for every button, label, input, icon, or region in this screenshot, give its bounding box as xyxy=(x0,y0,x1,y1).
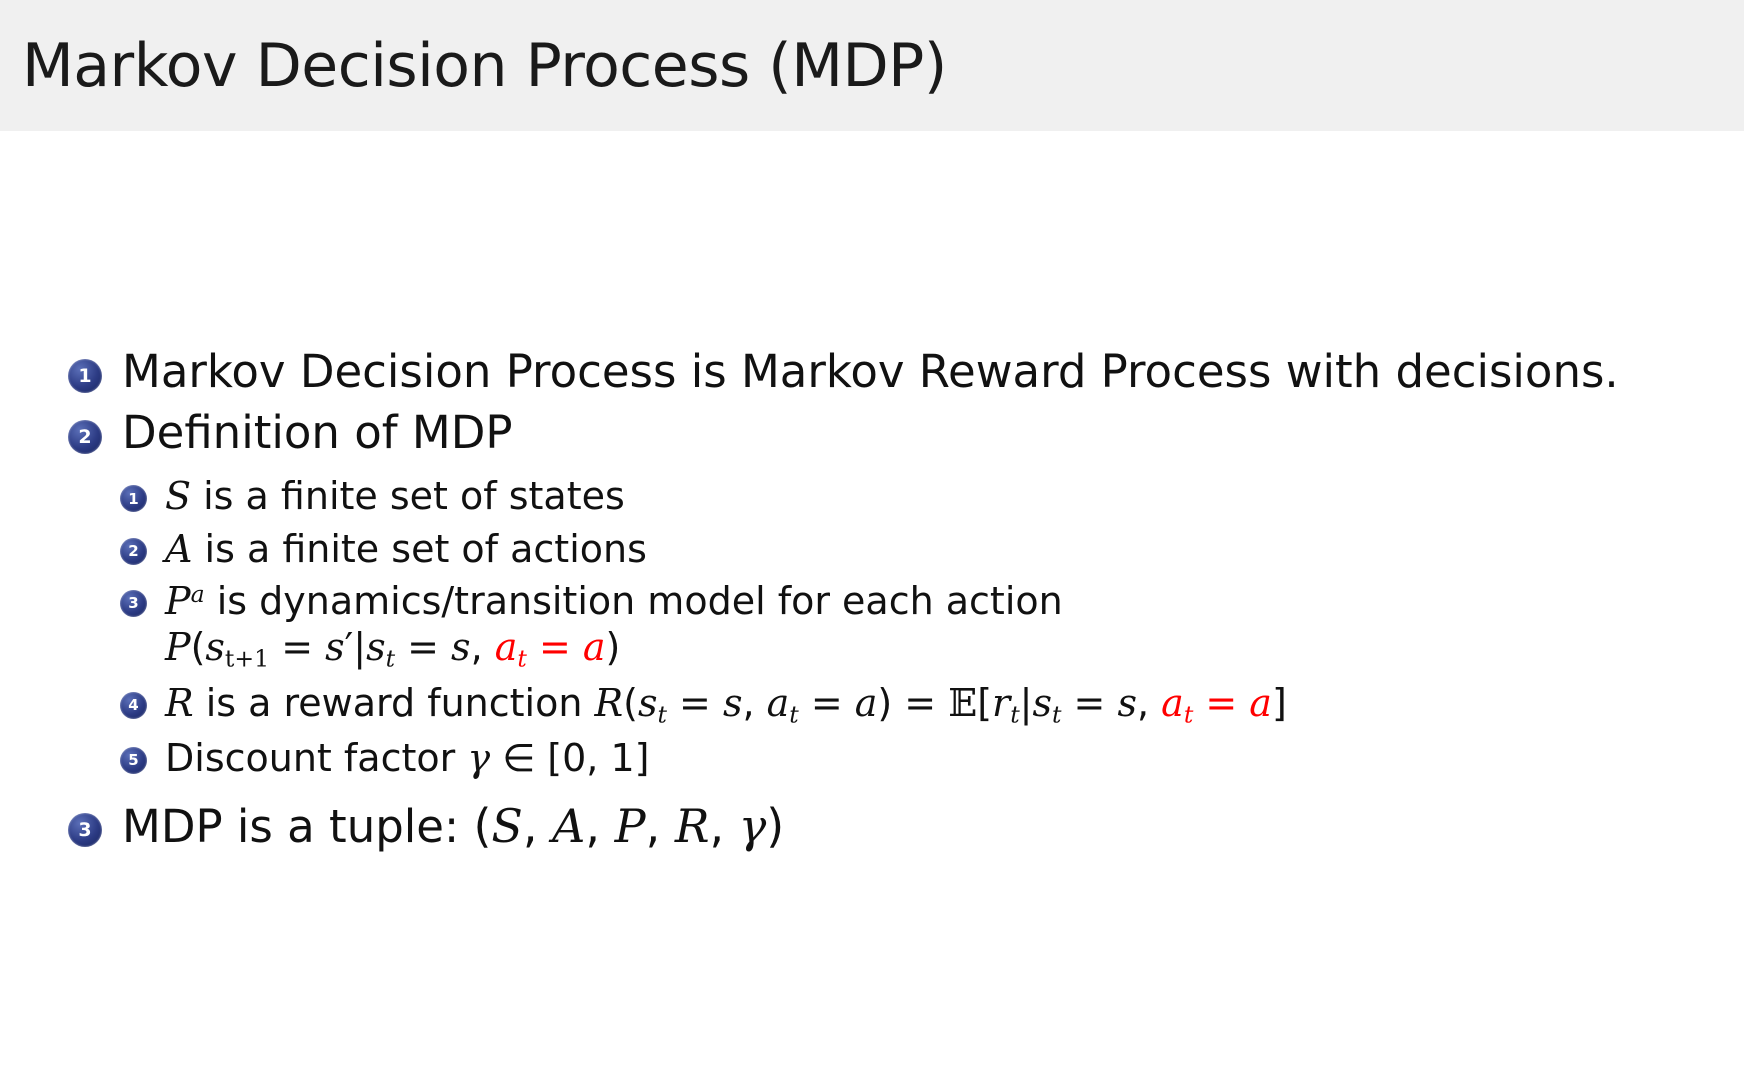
list-item-label: Definition of MDP xyxy=(122,406,513,460)
bullet-number-icon: 2 xyxy=(120,538,147,565)
list-item xyxy=(68,799,1744,853)
bullet-number-icon: 3 xyxy=(68,813,102,847)
bullet-number-icon: 3 xyxy=(120,590,147,617)
bullet-number-icon: 1 xyxy=(68,359,102,393)
list-item xyxy=(120,578,1744,674)
list-item-label: S is a finite set of states xyxy=(165,474,625,519)
slide-title-bar xyxy=(0,0,1744,131)
list-item-label: A is a finite set of actions xyxy=(165,526,647,571)
list-item-label: Markov Decision Process is Markov Reward Process with decisions. xyxy=(122,345,1619,398)
list-item-label: $P^a$ is dynamics/transition model for each action $P(s_{t+1} = s'|s_t = s$, $a_t = a$) xyxy=(165,578,1063,673)
page-title: Markov Decision Process (MDP) xyxy=(22,30,947,101)
list-item xyxy=(68,406,1744,459)
list-item xyxy=(120,526,1744,572)
list-item-label: Discount factor γ ∈ [0, 1] xyxy=(165,735,650,780)
bullet-number-icon: 5 xyxy=(120,747,147,774)
list-item xyxy=(68,345,1744,398)
sub-list xyxy=(120,473,1744,781)
list-item xyxy=(120,680,1744,729)
list-item xyxy=(120,735,1744,781)
list-item xyxy=(120,473,1744,519)
bullet-number-icon: 1 xyxy=(120,485,147,512)
bullet-number-icon: 2 xyxy=(68,420,102,454)
list-item-label: R is a reward function $R(s_t = s$, $a_t = a$) = $𝔼[r_t|s_t = s$, $a_t = a$] xyxy=(165,680,1287,729)
bullet-number-icon: 4 xyxy=(120,692,147,719)
list-item-label: MDP is a tuple: (S, A, P, R, γ) xyxy=(122,799,785,854)
slide-content xyxy=(0,345,1744,862)
